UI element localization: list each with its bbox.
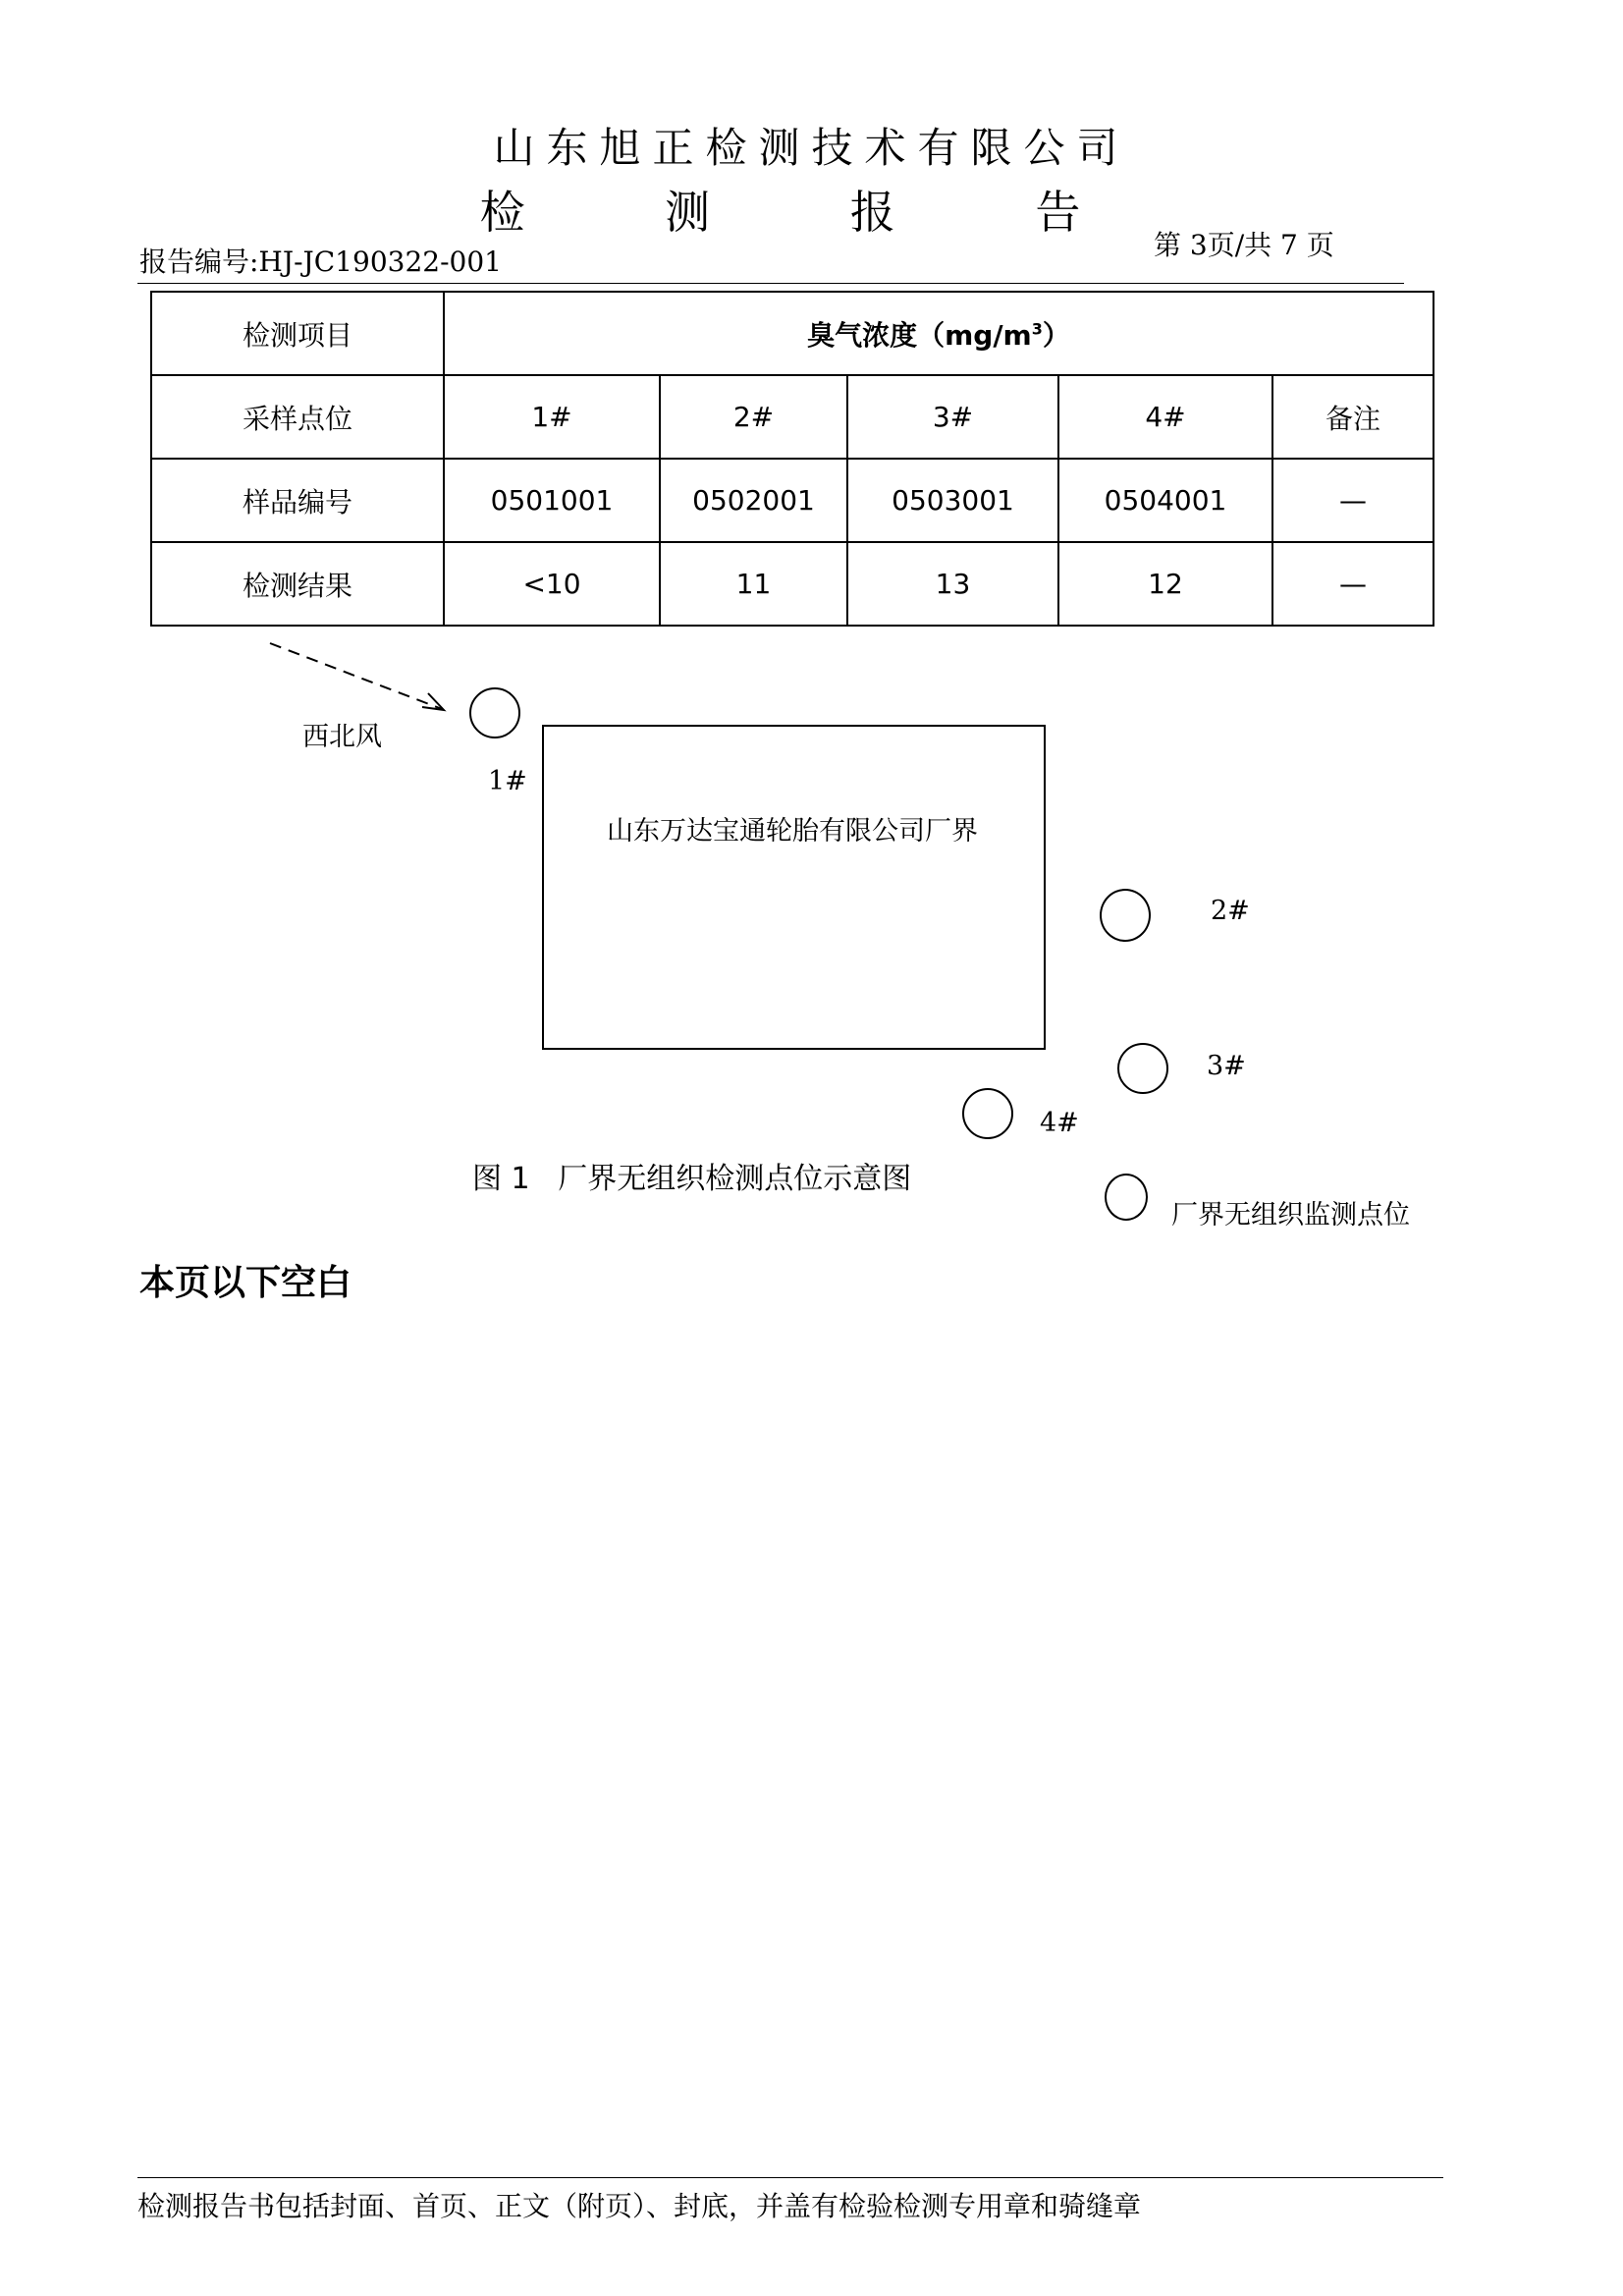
point-4-label: 4# bbox=[1040, 1108, 1079, 1138]
wind-arrow-icon bbox=[265, 638, 452, 717]
factory-boundary bbox=[542, 725, 1046, 1050]
table-cell: <10 bbox=[444, 542, 660, 626]
item-value: 臭气浓度$(mg/m^3)$ bbox=[444, 292, 1434, 375]
sampling-point-1-icon bbox=[469, 687, 520, 738]
table-cell: 0503001 bbox=[847, 459, 1058, 542]
table-cell: 0502001 bbox=[660, 459, 847, 542]
sampling-point-4-icon bbox=[962, 1088, 1013, 1139]
table-cell: 0501001 bbox=[444, 459, 660, 542]
sample-no-label: 样品编号 bbox=[151, 459, 444, 542]
table-cell: 1# bbox=[444, 375, 660, 459]
table-row bbox=[151, 459, 1434, 542]
table-cell: — bbox=[1272, 459, 1434, 542]
footer-note: 检测报告书包括封面、首页、正文（附页）、封底，并盖有检验检测专用章和骑缝章 bbox=[137, 2190, 1142, 2222]
result-label: 检测结果 bbox=[151, 542, 444, 626]
blank-page-note: 本页以下空白 bbox=[139, 1263, 352, 1303]
sampling-point-3-icon bbox=[1117, 1043, 1168, 1094]
page-number: 第 3页/共 7 页 bbox=[1154, 229, 1334, 261]
remark-label: 备注 bbox=[1272, 375, 1434, 459]
table-cell: 0504001 bbox=[1058, 459, 1272, 542]
company-name: 山东旭正检测技术有限公司 bbox=[493, 124, 1130, 172]
sampling-point-2-icon bbox=[1100, 889, 1151, 942]
figure-caption: 图 1 厂界无组织检测点位示意图 bbox=[472, 1162, 912, 1196]
unit-superscript: 3 bbox=[1031, 319, 1043, 339]
header-rule bbox=[137, 283, 1404, 284]
wind-direction-label: 西北风 bbox=[302, 722, 382, 752]
table-cell: 3# bbox=[847, 375, 1058, 459]
table-cell: 2# bbox=[660, 375, 847, 459]
footer-rule bbox=[137, 2177, 1443, 2178]
point-1-label: 1# bbox=[488, 766, 527, 796]
table-row bbox=[151, 375, 1434, 459]
item-label: 检测项目 bbox=[151, 292, 444, 375]
legend-label: 厂界无组织监测点位 bbox=[1171, 1200, 1410, 1230]
table-row bbox=[151, 292, 1434, 375]
sample-point-label: 采样点位 bbox=[151, 375, 444, 459]
factory-label: 山东万达宝通轮胎有限公司厂界 bbox=[607, 816, 978, 847]
table-cell: — bbox=[1272, 542, 1434, 626]
legend-point-icon bbox=[1105, 1174, 1148, 1221]
result-table bbox=[150, 291, 1434, 627]
report-number: 报告编号:HJ-JC190322-001 bbox=[139, 246, 502, 278]
point-3-label: 3# bbox=[1207, 1051, 1246, 1081]
table-cell: 11 bbox=[660, 542, 847, 626]
point-2-label: 2# bbox=[1211, 896, 1250, 926]
table-cell: 12 bbox=[1058, 542, 1272, 626]
table-row bbox=[151, 542, 1434, 626]
table-cell: 13 bbox=[847, 542, 1058, 626]
table-cell: 4# bbox=[1058, 375, 1272, 459]
report-title: 检 测 报 告 bbox=[479, 186, 1144, 239]
